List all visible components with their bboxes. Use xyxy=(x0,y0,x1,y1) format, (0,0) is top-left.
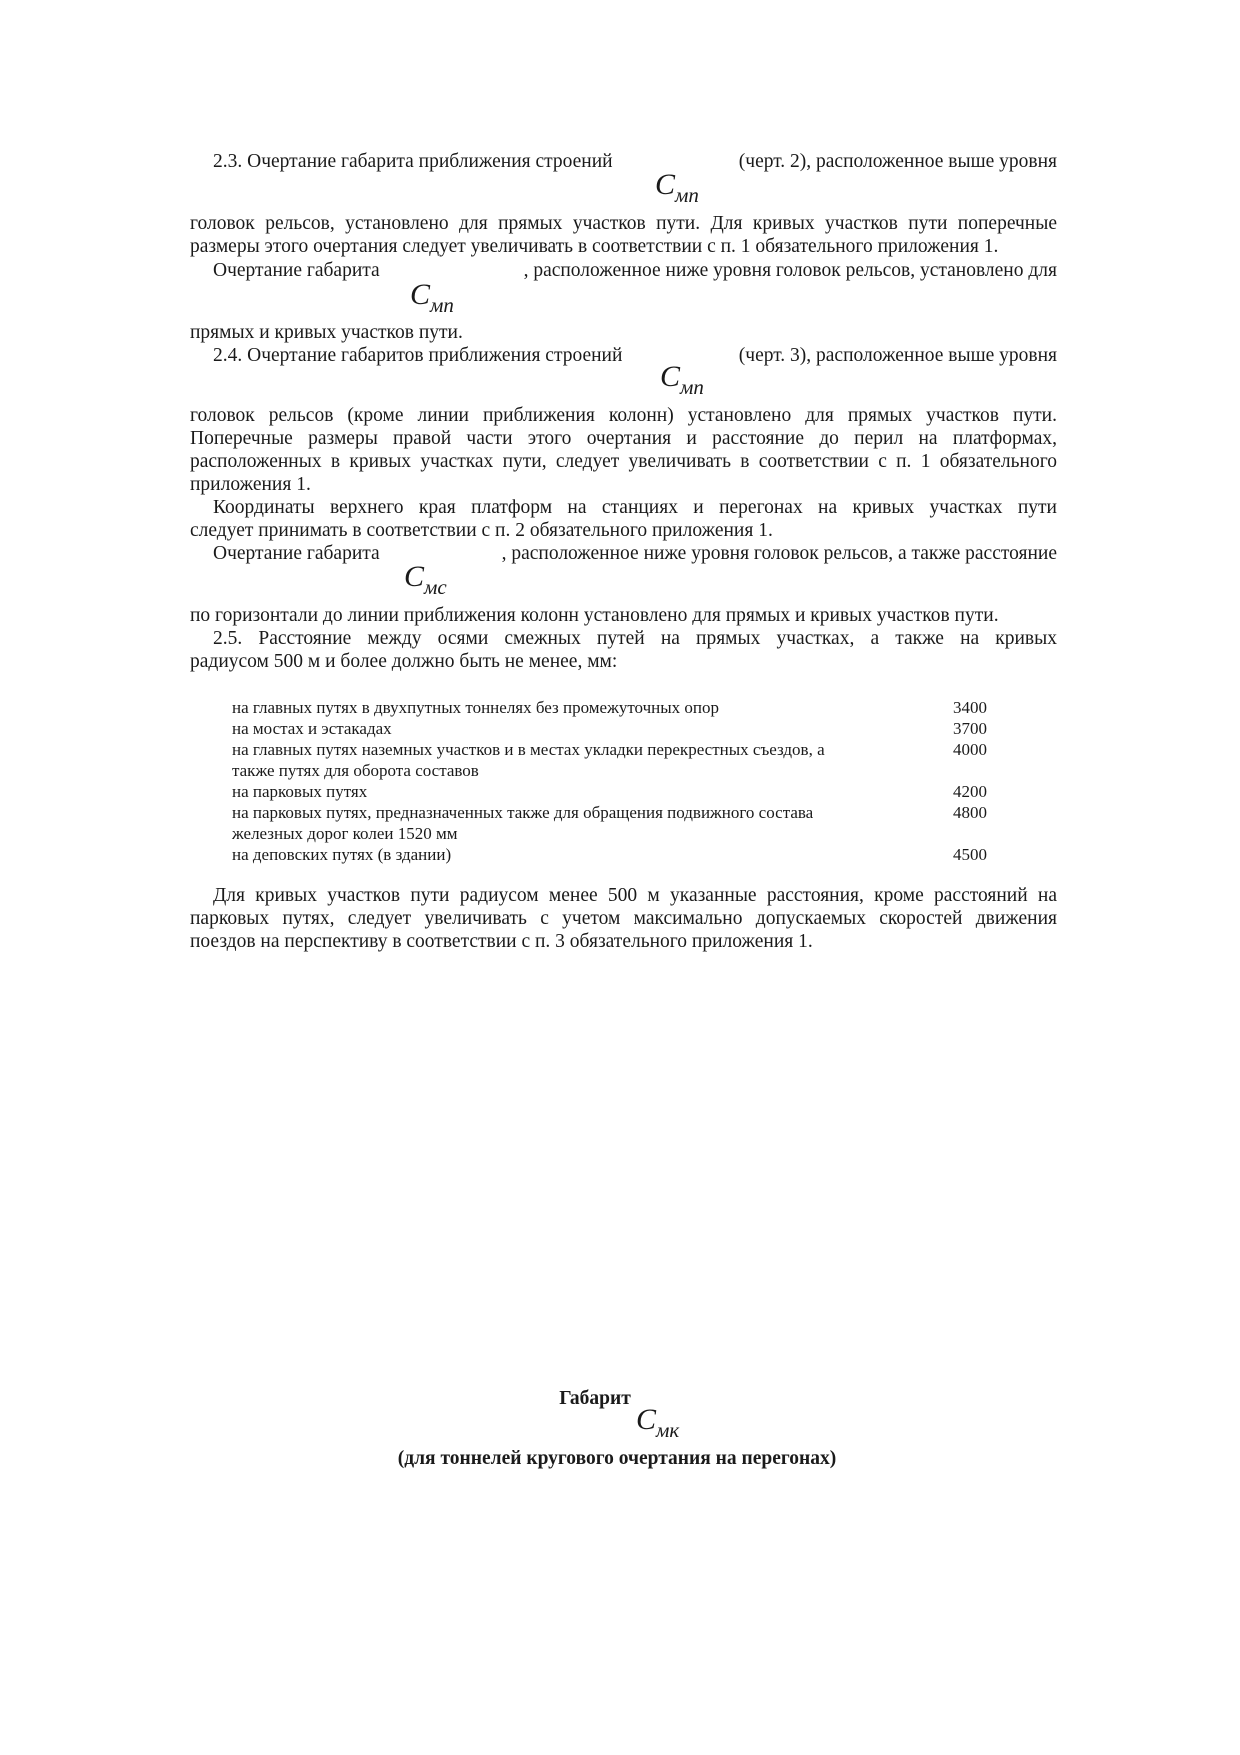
table-row-text: на главных путях в двухпутных тоннелях без промежуточных опор xyxy=(232,698,720,717)
p24c-line1-start: Очертание габарита xyxy=(213,543,380,564)
symbol-c-mp-3: $C_{мп}$ xyxy=(660,360,704,399)
p24c-line2: по горизонтали до линии приближения колонн установлено для прямых и кривых участков пути. xyxy=(190,605,999,626)
caption-title: Габарит xyxy=(559,1388,631,1409)
p24-line2: головок рельсов (кроме линии приближения колонн) установлено для прямых участков пути. xyxy=(190,405,1057,426)
p23b-line1 xyxy=(213,259,1057,282)
table-row-value: 4800 xyxy=(953,803,987,822)
table-row-text: также путях для оборота составов xyxy=(232,761,479,780)
p23-line3: размеры этого очертания следует увеличивать в соответствии с п. 1 обязательного приложения 1. xyxy=(190,236,999,257)
p24-line1-end: (черт. 3), расположенное выше уровня xyxy=(738,345,1057,366)
table-row-text: на парковых путях xyxy=(232,782,368,801)
p23b-line2: прямых и кривых участков пути. xyxy=(190,322,463,343)
p25-line1: 2.5. Расстояние между осями смежных путей на прямых участках, а также на кривых xyxy=(213,628,1057,649)
p24b-line2: следует принимать в соответствии с п. 2 обязательного приложения 1. xyxy=(190,520,773,541)
table-row-value: 4500 xyxy=(953,845,987,864)
p24c-line1-end: , расположенное ниже уровня головок рельсов, а также расстояние xyxy=(501,543,1057,564)
table-row-text: на мостах и эстакадах xyxy=(232,719,392,738)
symbol-c-mp-2: $C_{мп}$ xyxy=(410,278,454,317)
symbol-c-mp-1: $C_{мп}$ xyxy=(655,168,699,207)
p26-line2: парковых путях, следует увеличивать с учетом максимально допускаемых скоростей движения xyxy=(190,908,1057,929)
p24c-line1 xyxy=(213,542,1057,565)
p23-line1 xyxy=(213,150,1057,173)
table-row-text: на парковых путях, предназначенных также для обращения подвижного состава xyxy=(232,803,814,822)
symbol-c-mc: $C_{мс}$ xyxy=(404,560,447,599)
p23b-line1-end: , расположенное ниже уровня головок рельсов, установлено для xyxy=(523,260,1057,281)
p24-line4: расположенных в кривых участках пути, следует увеличивать в соответствии с п. 1 обязательного xyxy=(190,451,1057,472)
symbol-c-mk: $C_{мк}$ xyxy=(636,1403,680,1442)
p23-line1-end: (черт. 2), расположенное выше уровня xyxy=(738,151,1057,172)
p23-line1-start: 2.3. Очертание габарита приближения строений xyxy=(213,151,613,172)
table-row-text: на деповских путях (в здании) xyxy=(232,845,452,864)
p24-line1-start: 2.4. Очертание габаритов приближения строений xyxy=(213,345,623,366)
p23b-line1-start: Очертание габарита xyxy=(213,260,380,281)
caption-subtitle: (для тоннелей кругового очертания на перегонах) xyxy=(397,1448,837,1469)
table-row-text: железных дорог колеи 1520 мм xyxy=(232,824,458,843)
p24-line3: Поперечные размеры правой части этого очертания и расстояние до перил на платформах, xyxy=(190,428,1057,449)
table-row-value: 3700 xyxy=(953,719,987,738)
p24-line5: приложения 1. xyxy=(190,474,311,495)
p26-line3: поездов на перспективу в соответствии с п. 3 обязательного приложения 1. xyxy=(190,931,813,952)
p24-line1 xyxy=(213,344,1057,367)
p24b-line1: Координаты верхнего края платформ на станциях и перегонах на кривых участках пути xyxy=(213,497,1057,518)
p23-line2: головок рельсов, установлено для прямых участков пути. Для кривых участков пути поперечные xyxy=(190,213,1057,234)
table-row-text: на главных путях наземных участков и в местах укладки перекрестных съездов, а xyxy=(232,740,825,759)
table-row-value: 4000 xyxy=(953,740,987,759)
table-row-value: 4200 xyxy=(953,782,987,801)
p25-line2: радиусом 500 м и более должно быть не менее, мм: xyxy=(190,651,618,672)
p26-line1: Для кривых участков пути радиусом менее 500 м указанные расстояния, кроме расстояний на xyxy=(213,885,1057,906)
table-row-value: 3400 xyxy=(953,698,987,717)
